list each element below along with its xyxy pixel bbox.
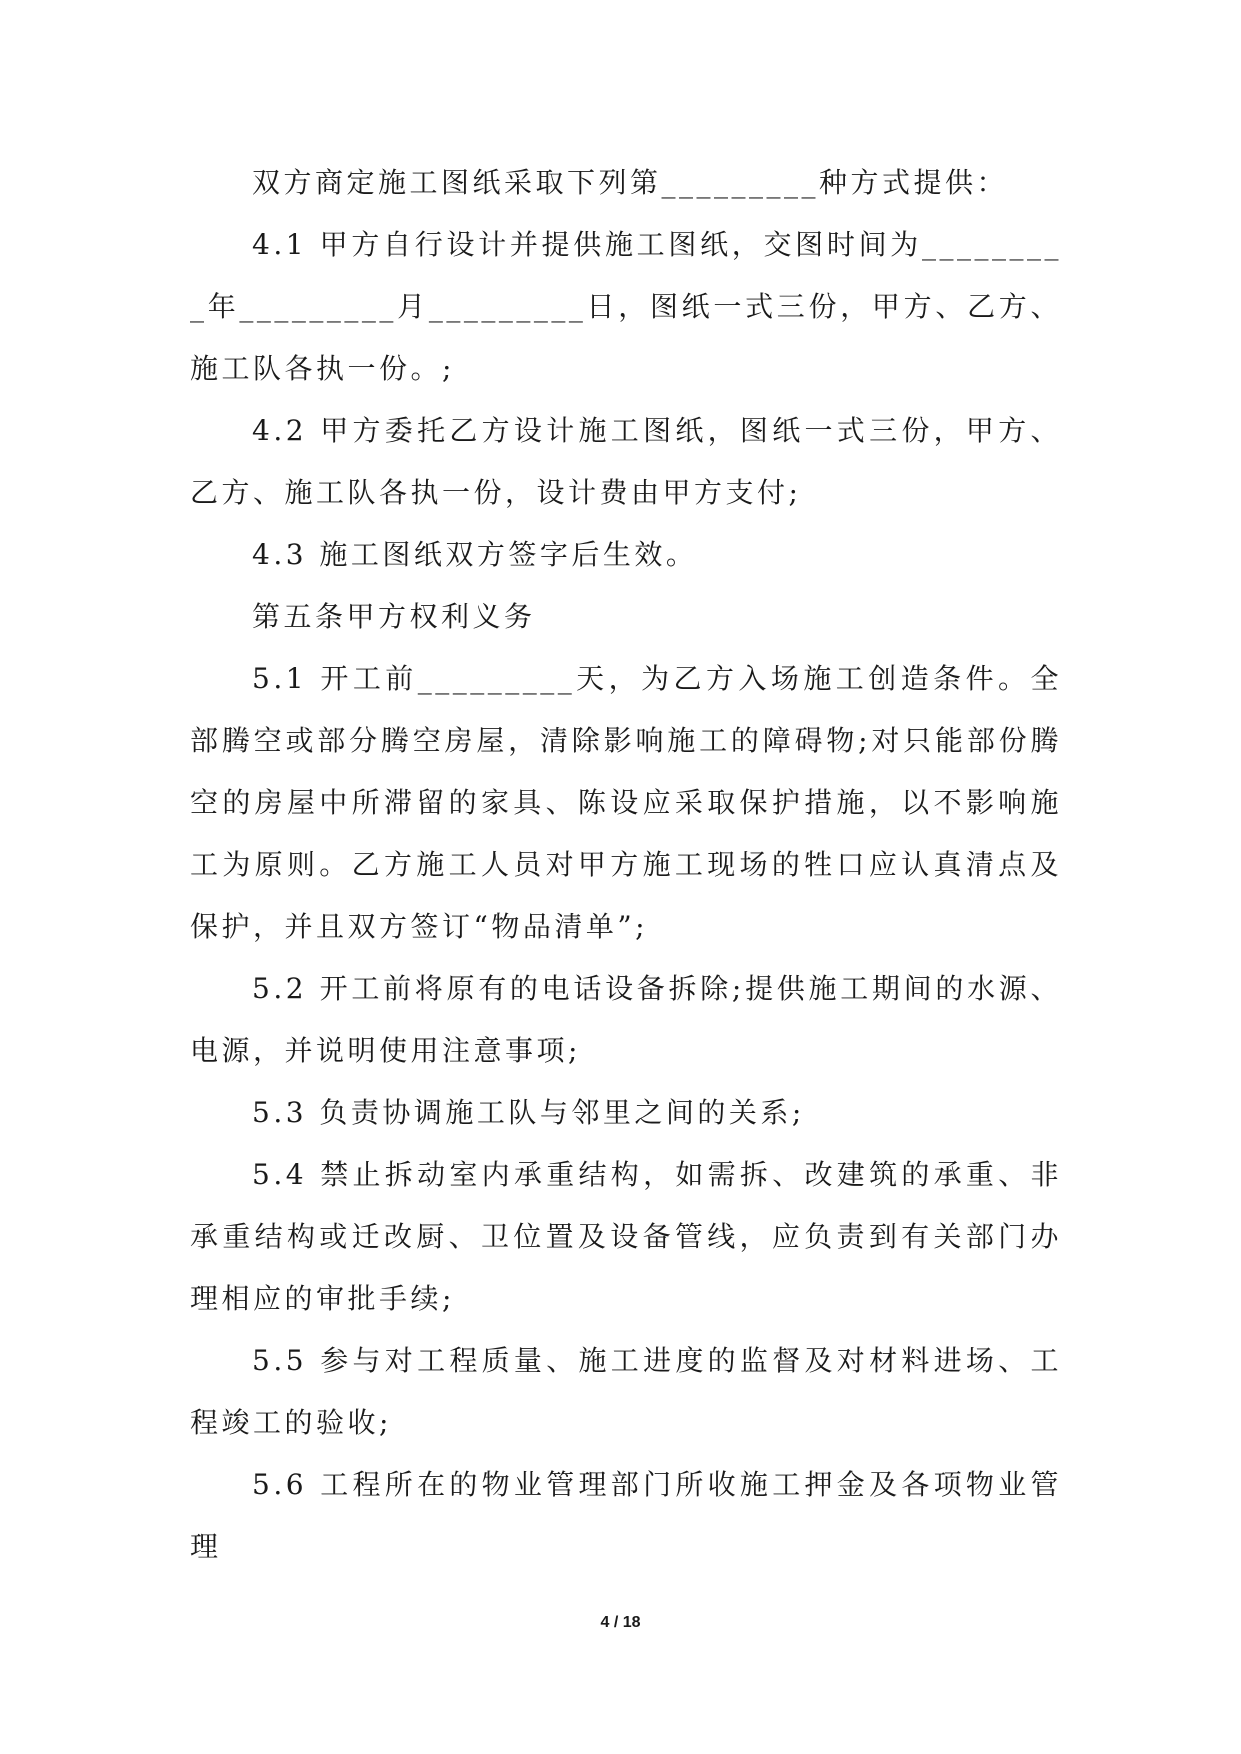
section-heading-article-5: 第五条甲方权利义务 [252,600,536,633]
paragraph-4-1: 4.1 甲方自行设计并提供施工图纸，交图时间为_________年_________月_________日，图纸一式三份，甲方、乙方、施工队各执一份。; [190,228,1062,385]
paragraph-4-3: 4.3 施工图纸双方签字后生效。 [252,538,698,571]
page-number: 4 / 18 [600,1614,641,1631]
paragraph-5-6: 5.6 工程所在的物业管理部门所收施工押金及各项物业管理 [190,1468,1062,1563]
paragraph-5-1: 5.1 开工前_________天，为乙方入场施工创造条件。全部腾空或部分腾空房屋，清除影响施工的障碍物;对只能部份腾空的房屋中所滞留的家具、陈设应采取保护措施，以不影响施工为原则。乙方施工人员对甲方施工现场的牲口应认真清点及保护，并且双方签订“物品清单”; [190,662,1062,943]
paragraph-5-2: 5.2 开工前将原有的电话设备拆除;提供施工期间的水源、电源，并说明使用注意事项; [190,972,1062,1067]
document-body [190,152,1062,1578]
paragraph-drawing-method: 双方商定施工图纸采取下列第_________种方式提供： [252,166,1009,199]
paragraph-4-2: 4.2 甲方委托乙方设计施工图纸，图纸一式三份，甲方、乙方、施工队各执一份，设计费由甲方支付; [190,414,1062,509]
paragraph-5-5: 5.5 参与对工程质量、施工进度的监督及对材料进场、工程竣工的验收; [190,1344,1062,1439]
paragraph-5-3: 5.3 负责协调施工队与邻里之间的关系; [252,1096,805,1129]
paragraph-5-4: 5.4 禁止拆动室内承重结构，如需拆、改建筑的承重、非承重结构或迁改厨、卫位置及设备管线，应负责到有关部门办理相应的审批手续; [190,1158,1062,1315]
